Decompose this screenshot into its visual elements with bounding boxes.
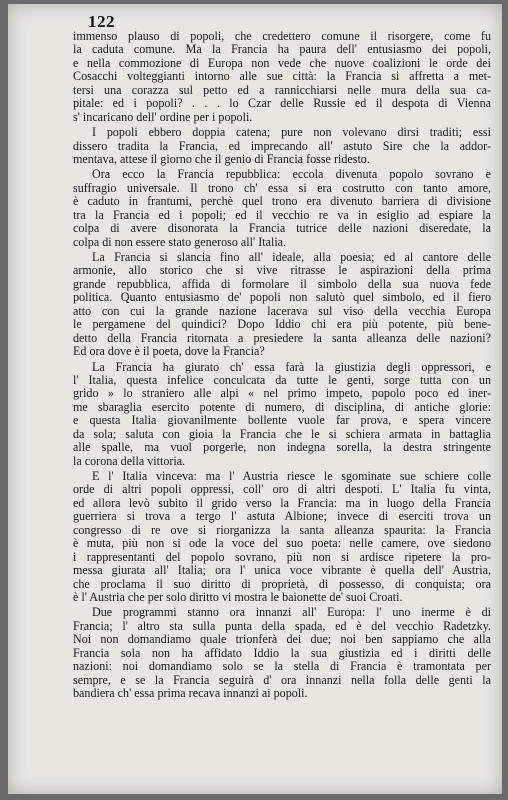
text-line: E l' Italia vinceva: ma l' Austria riesce le sgominate sue schiere colle [92,470,491,483]
text-line: Cosacchi volteggianti intorno alle sue città: la Francia si affretta a met- [73,70,491,84]
text-line: è caduto in frantumi, perchè quel trono era divenuto barriera di divisione [73,195,491,209]
paragraph [73,168,491,249]
text-line: messa giurata all' Italia; ora l' unica voce vibrante è quella dell' Austria, [73,564,491,578]
text-line: colpa di avere disonorata la Francia tutrice delle nazioni diseredate, la [73,222,491,236]
text-line: Due programmi stanno ora innanzi all' Europa: l' uno inerme è di [92,606,491,620]
text-line: è muta, più non si ode la voce del suo poeta: nelle camere, ove siedono [73,537,491,551]
paragraph [73,470,491,604]
paragraph [73,251,491,359]
text-line: armonie, allo storico che si vive ritrasse le aspirazioni della prima [73,264,491,278]
text-line: grido » lo straniero alle alpi « nel primo impeto, popolo poco ed iner- [73,387,491,401]
text-line: è l' Austria che per solo diritto vi mostra le baionette de' suoi Croati. [73,590,403,604]
text-line: sempre, e se la Francia seguirà d' ora innanzi nella folla delle genti la [73,673,491,687]
text-line: dissero tradita la Francia, ed imprecando all' astuto Sire che la addor- [73,139,491,153]
text-line: le pergamene del quindici? Dopo Iddio chi era più potente, più bene- [73,318,491,332]
text-line: s' incaricano dell' ordine per i popoli. [73,110,253,124]
text-line: La Francia ha giurato ch' essa farà la giustizia degli oppressori, e [92,360,491,374]
text-line: ed allora levò subito il grido verso la Francia: ma in luogo della Francia [73,496,491,510]
page-number: 122 [88,12,115,31]
paragraph [73,361,491,469]
text-line: alle spalle, ma vuol porgerle, non indegna sorella, la destra stringente [73,441,491,455]
text-line: politica. Quanto entusiasmo de' popoli non salutò quel simbolo, ed il fiero [73,291,491,305]
text-line: mentava, attese il giorno che il genio di Francia fosse ridesto. [73,152,370,166]
text-line: immenso plauso di popoli, che credettero comune il risorgere, come fu [73,30,491,43]
text-line: Ed ora dove è il poeta, dove la Francia? [73,345,265,359]
text-line: la caduta comune. Ma la Francia ha paura dell' entusiasmo dei popoli, [73,43,491,57]
text-line: La Francia si slancia fino all' ideale, alla poesia; ed al cantore delle [92,251,491,264]
text-line: e questa Italia giovanilmente bollente vuole far prova, e spera vincere [73,414,491,428]
paragraph [73,126,491,166]
text-line: l' Italia, questa infelice conculcata da tutte le genti, sorge tutta con un [73,373,491,387]
text-line: guerriera si trova a tergo l' astuta Albione; invece di eserciti trova un [73,510,491,524]
text-line: I popoli ebbero doppia catena; pure non volevano dirsi traditi; essi [92,126,491,140]
text-line: orde di altri popoli oppressi, coll' oro di altri despoti. L' Italia fu vinta, [73,483,491,497]
text-line: e nella commozione di Europa non vede che nuove coalizioni le orde dei [73,56,491,70]
text-line: che proclama il suo diritto di proprietà, di possesso, di conquista; ora [73,577,491,591]
text-line: detto della Francia ritornata a presiedere la santa alleanza delle nazioni? [73,331,491,345]
paragraph [73,30,491,124]
text-line: Ora ecco la Francia repubblica: eccola divenuta popolo sovrano e [92,168,491,182]
text-line: tersi una corazza sul petto ed a rannicchiarsi nelle mura della sua ca- [73,83,491,97]
text-line: bandiera ch' essa prima recava innanzi ai popoli. [73,687,308,700]
text-line: pitale: ed i popoli? . . . lo Czar delle Russie ed il despota di Vienna [73,97,491,111]
text-line: grande repubblica, affida di formolare il simbolo della sua nuova fede [73,277,491,291]
text-line: atto con cui la grande nazione lacerava sul viso della vecchia Europa [73,304,491,318]
text-line: me sbaraglia esercito potente di numero, di disciplina, di antiche glorie: [73,400,491,414]
book-page [8,4,502,794]
text-line: Francia sola non ha affidato Iddio la sua giustizia ed i diritti delle [73,646,491,660]
text-line: nazioni: noi domandiamo solo se la stella di Francia è tramontata per [73,660,491,674]
text-line: da sola; saluta con gioia la Francia che le si schiera armata in battaglia [73,427,491,441]
text-line: la corona della vittoria. [73,454,186,468]
text-line: Noi non domandiamo quale trionferà dei due; noi ben sappiamo che alla [73,633,491,647]
text-line: colpa di non essere stato generoso all' Italia. [73,235,287,249]
paragraph [73,606,491,700]
text-line: tra la Francia ed i popoli; ed il vecchio re va in esiglio ad espiare la [73,208,491,222]
text-line: congresso di re ove si riorganizza la santa alleanza spaurita: la Francia [73,523,491,537]
body-text [73,30,491,700]
text-line: Francia; l' altro sta sulla punta della spada, ed è del vecchio Radetzky. [73,619,491,633]
text-line: i rappresentanti del popolo sovrano, più non si ardisce ripetere la pro- [73,550,491,564]
text-line: suffragio universale. Il trono ch' essa si era costrutto con tanto amore, [73,181,491,195]
